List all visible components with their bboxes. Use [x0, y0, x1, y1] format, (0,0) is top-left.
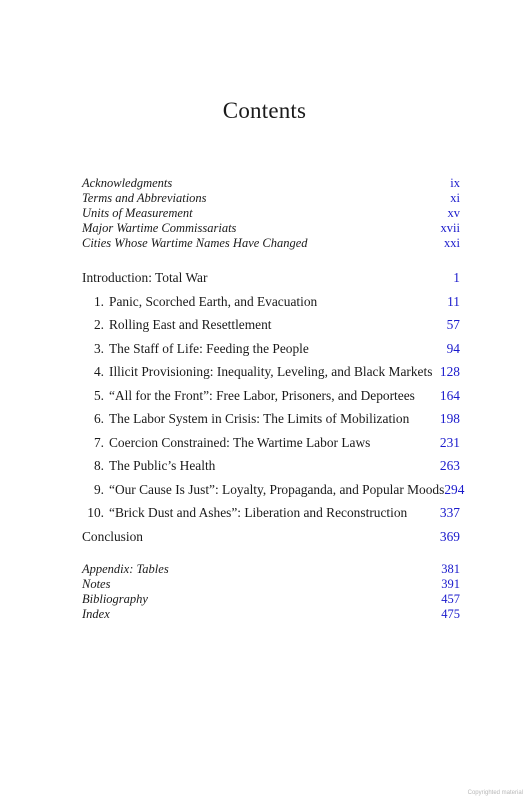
page-link[interactable]: 381	[441, 562, 460, 576]
toc-entry[interactable]	[82, 362, 460, 386]
page-link[interactable]: 294	[444, 481, 465, 497]
entry-title: Terms and Abbreviations	[82, 191, 207, 205]
toc-entry[interactable]	[82, 503, 460, 527]
toc-entry[interactable]	[82, 386, 460, 410]
entry-title: Conclusion	[82, 528, 144, 544]
page-link[interactable]: 1	[453, 270, 460, 285]
entry-title: Notes	[82, 577, 111, 591]
chapter-number: 2.	[93, 317, 104, 332]
copyright-watermark: Copyrighted material	[467, 790, 523, 796]
toc-entry[interactable]	[82, 456, 460, 480]
back-matter-list	[82, 562, 460, 622]
entry-title: Appendix: Tables	[82, 562, 169, 576]
chapter-number: 7.	[93, 434, 104, 450]
page-link[interactable]: 94	[446, 340, 460, 356]
entry-title: Units of Measurement	[82, 206, 193, 220]
entry-title: Introduction: Total War	[82, 270, 208, 285]
chapter-number: 10.	[87, 505, 104, 520]
page-link[interactable]: 369	[439, 528, 460, 544]
page-link[interactable]: 231	[439, 434, 460, 450]
page-link[interactable]: xvii	[440, 221, 460, 235]
toc-entry[interactable]	[82, 339, 460, 363]
entry-title: The Public’s Health	[109, 458, 216, 473]
entry-title: Index	[82, 607, 110, 621]
page-link[interactable]: 11	[447, 293, 460, 309]
page-link[interactable]: 457	[441, 592, 460, 606]
chapter-number: 8.	[93, 458, 104, 473]
entry-title: Bibliography	[82, 592, 148, 606]
page-link[interactable]: 128	[439, 364, 460, 379]
toc-entry[interactable]	[82, 409, 460, 433]
toc-entry[interactable]	[82, 206, 460, 221]
toc-entry[interactable]	[82, 221, 460, 236]
chapter-number: 1.	[93, 293, 104, 309]
page-link[interactable]: xxi	[444, 236, 460, 250]
entry-title: Cities Whose Wartime Names Have Changed	[82, 236, 308, 250]
page-link[interactable]: xv	[447, 206, 460, 220]
toc-entry[interactable]	[82, 433, 460, 457]
chapter-number: 5.	[93, 387, 104, 403]
toc-entry[interactable]	[82, 292, 460, 316]
toc-entry[interactable]	[82, 268, 460, 292]
page-link[interactable]: 337	[439, 505, 460, 520]
entry-title: “Brick Dust and Ashes”: Liberation and Reconstruction	[109, 505, 408, 520]
page-title: Contents	[222, 98, 307, 123]
entry-title: Rolling East and Resettlement	[109, 317, 272, 332]
entry-title: Major Wartime Commissariats	[82, 221, 237, 235]
page-link[interactable]: 57	[446, 317, 460, 332]
entry-title: “All for the Front”: Free Labor, Prisoners, and Deportees	[109, 387, 415, 403]
page-link[interactable]: ix	[450, 176, 460, 190]
entry-title: “Our Cause Is Just”: Loyalty, Propaganda, and Popular Moods	[109, 481, 445, 497]
chapter-number: 6.	[93, 411, 104, 426]
toc-entry[interactable]	[82, 315, 460, 339]
toc-entry[interactable]	[82, 607, 460, 622]
chapter-number: 4.	[93, 364, 104, 379]
page-link[interactable]: 391	[441, 577, 460, 591]
page-link[interactable]: 164	[439, 387, 460, 403]
toc-entry[interactable]	[82, 592, 460, 607]
page-link[interactable]: 198	[439, 411, 460, 426]
entry-title: The Labor System in Crisis: The Limits of Mobilization	[109, 411, 410, 426]
entry-title: Acknowledgments	[82, 176, 173, 190]
entry-title: The Staff of Life: Feeding the People	[109, 340, 309, 356]
toc-entry[interactable]	[82, 480, 465, 504]
toc-entry[interactable]	[82, 176, 460, 191]
chapter-number: 9.	[93, 481, 104, 497]
page-link[interactable]: xi	[450, 191, 460, 205]
chapter-number: 3.	[93, 340, 104, 356]
entry-title: Coercion Constrained: The Wartime Labor Laws	[109, 434, 371, 450]
toc-entry[interactable]	[82, 577, 460, 592]
toc-entry[interactable]	[82, 527, 460, 551]
page-link[interactable]: 263	[439, 458, 460, 473]
entry-title: Panic, Scorched Earth, and Evacuation	[109, 293, 318, 309]
chapter-list	[82, 268, 465, 550]
page-link[interactable]: 475	[441, 607, 460, 621]
toc-entry[interactable]	[82, 562, 460, 577]
toc-entry[interactable]	[82, 191, 460, 206]
entry-title: Illicit Provisioning: Inequality, Leveling, and Black Markets	[109, 364, 433, 379]
front-matter-list	[82, 176, 460, 251]
toc-entry[interactable]	[82, 236, 460, 251]
